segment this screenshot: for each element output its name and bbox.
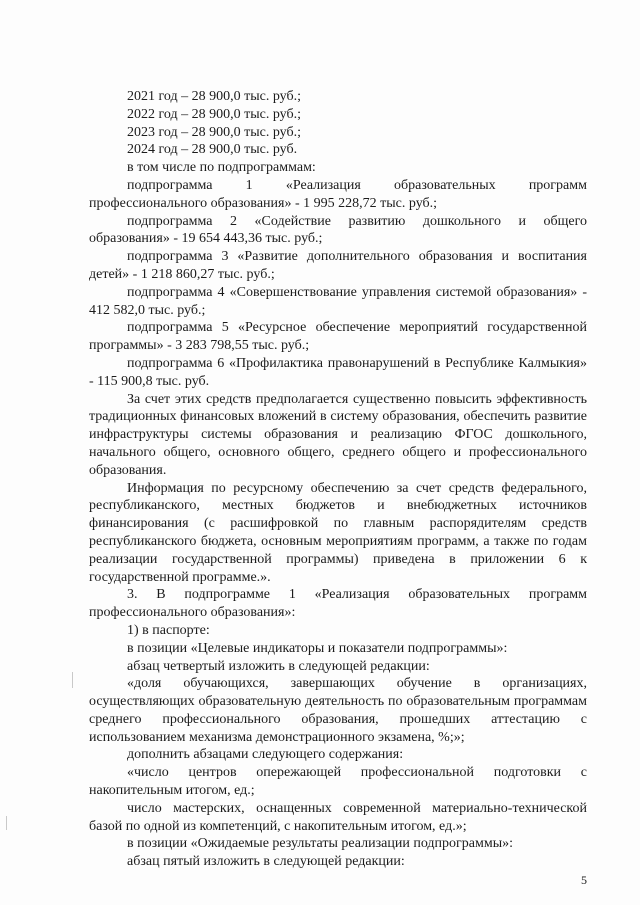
fourth-paragraph-instruction: абзац четвертый изложить в следующей редакции: [127, 658, 430, 674]
passport-item: 1) в паспорте: [127, 622, 210, 638]
subprogram-5: подпрограмма 5 «Ресурсное обеспечение мероприятий государственной программы» - 3 283 798,55 тыс. руб.; [89, 320, 587, 354]
subprogram-4: подпрограмма 4 «Совершенствование управления системой образования» - 412 582,0 тыс. руб.; [89, 284, 587, 318]
subprogram-2: подпрограмма 2 «Содействие развитию дошкольного и общего образования» - 19 654 443,36 тыс. руб.; [89, 213, 587, 247]
indicator-workshops-count: число мастерских, оснащенных современной материально-технической базой по одной из компетенций, с накопительным итогом, ед.»; [89, 800, 587, 834]
indicators-position: в позиции «Целевые индикаторы и показатели подпрограммы»: [127, 640, 508, 656]
resource-info-paragraph: Информация по ресурсному обеспечению за счет средств федерального, республиканского, местных бюджетов и внебюджетных источников финансирования (с расшифровкой по главным распорядителям средств республиканского бюджета, основным мероприятиям программ, а также по годам реализации государственной программы) приведена в приложении 6 к государственной программе.». [89, 480, 587, 585]
subprogram-3: подпрограмма 3 «Развитие дополнительного образования и воспитания детей» - 1 218 860,27 тыс. руб.; [89, 249, 587, 282]
expected-results-position: в позиции «Ожидаемые результаты реализации подпрограммы»: [127, 836, 514, 852]
page-number: 5 [581, 873, 587, 887]
funding-line-2024: 2024 год – 28 900,0 тыс. руб. [127, 142, 298, 158]
section-3-heading: 3. В подпрограмме 1 «Реализация образовательных программ профессионального образования»: [89, 587, 587, 621]
fifth-paragraph-instruction: абзац пятый изложить в следующей редакции: [127, 854, 405, 870]
funding-line-2021: 2021 год – 28 900,0 тыс. руб.; [127, 89, 301, 104]
add-paragraphs-instruction: дополнить абзацами следующего содержания: [127, 747, 404, 763]
indicator-share-students: «доля обучающихся, завершающих обучение в организациях, осуществляющих образовательную деятельность по образовательным программам среднего профессионального образования, прошедших аттестацию с использованием механизма демонстрационного экзамена, %;»; [89, 676, 587, 745]
funding-effect-paragraph: За счет этих средств предполагается существенно повысить эффективность традиционных финансовых вложений в систему образования, обеспечить развитие инфраструктуры системы образования и реализацию ФГОС дошкольного, начального общего, основного общего, среднего общего и профессионального образования. [89, 391, 587, 478]
margin-mark [6, 816, 7, 830]
indicator-centers-count: «число центров опережающей профессиональной подготовки с накопительным итогом, ед.; [89, 765, 587, 799]
funding-line-2022: 2022 год – 28 900,0 тыс. руб.; [127, 106, 301, 122]
subprogram-6: подпрограмма 6 «Профилактика правонарушений в Республике Калмыкия» - 115 900,8 тыс. руб. [89, 355, 587, 389]
subprograms-intro: в том числе по подпрограммам: [127, 160, 316, 176]
funding-line-2023: 2023 год – 28 900,0 тыс. руб.; [127, 124, 301, 140]
margin-mark [72, 672, 73, 688]
subprogram-1: подпрограмма 1 «Реализация образовательных программ профессионального образования» - 1 995 228,72 тыс. руб.; [89, 177, 587, 211]
document-body [89, 88, 587, 871]
